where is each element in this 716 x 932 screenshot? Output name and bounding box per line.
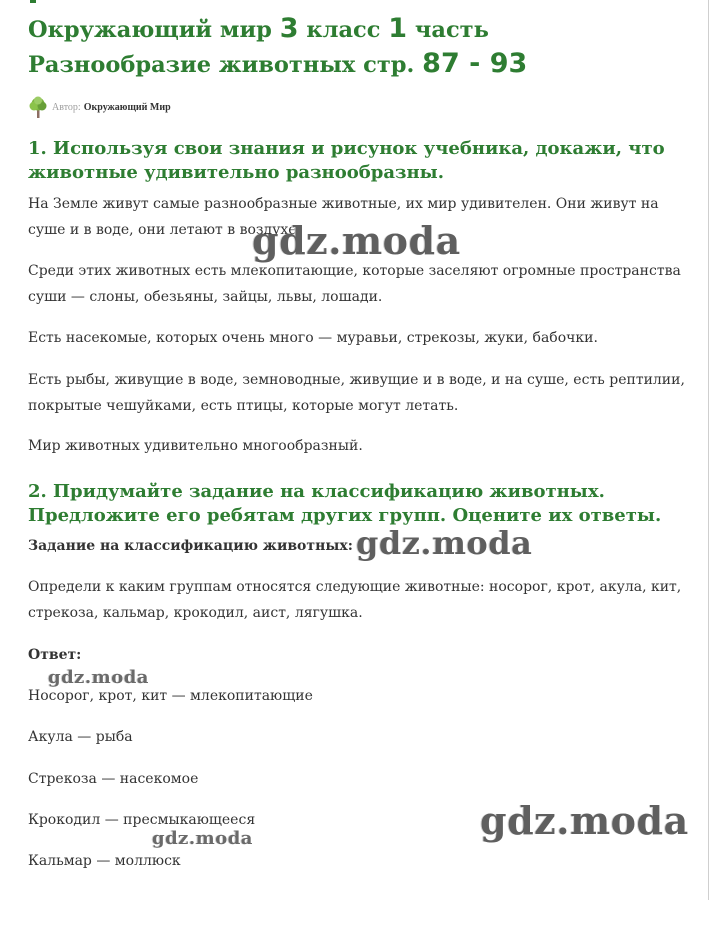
page-title xyxy=(28,12,678,82)
tree-icon xyxy=(28,96,48,118)
answer-item: Носорог, крот, кит — млекопитающие xyxy=(28,688,313,704)
author-name[interactable]: Окружающий Мир xyxy=(83,101,171,113)
section-1-paragraph: Есть рыбы, живущие в воде, земноводные, живущие и в воде, и на суше, есть рептилии, покрытые чешуйками, есть птицы, которые могут летать. xyxy=(28,372,685,414)
section-1-paragraph: На Земле живут самые разнообразные животные, их мир удивителен. Они живут на суше и в воде, они летают в воздухе. xyxy=(28,196,659,238)
author-label: Автор: xyxy=(52,101,81,113)
author-line xyxy=(28,96,171,118)
answer-label: Ответ: xyxy=(28,647,82,663)
title-part: часть Разнообразие животных стр. xyxy=(28,17,489,78)
answer-item: Крокодил — пресмыкающееся xyxy=(28,812,256,828)
title-grade-number: 3 xyxy=(279,13,299,44)
title-part: Окружающий мир xyxy=(28,17,280,43)
watermark: gdz.moda xyxy=(356,524,533,562)
watermark: gdz.moda xyxy=(48,667,149,688)
section-1-paragraph: Есть насекомые, которых очень много — муравьи, стрекозы, жуки, бабочки. xyxy=(28,330,598,346)
answer-item: Акула — рыба xyxy=(28,729,133,745)
section-1-paragraph: Мир животных удивительно многообразный. xyxy=(28,438,363,454)
section-2-heading: 2. Придумайте задание на классификацию животных. Предложите его ребятам других групп. Оцените их ответы. xyxy=(28,481,662,526)
watermark: gdz.moda xyxy=(152,828,253,849)
watermark: gdz.moda xyxy=(252,218,461,263)
task-label: Задание на классификацию животных: xyxy=(28,538,353,554)
answer-item: Стрекоза — насекомое xyxy=(28,771,199,787)
task-text: Определи к каким группам относятся следующие животные: носорог, крот, акула, кит, стрекоза, кальмар, крокодил, аист, лягушка. xyxy=(28,579,682,621)
watermark: gdz.moda xyxy=(480,798,689,843)
section-1-heading: 1. Используя свои знания и рисунок учебника, докажи, что животные удивительно разнообразны. xyxy=(28,138,665,183)
answer-item: Кальмар — моллюск xyxy=(28,853,181,869)
top-accent-bar xyxy=(30,0,36,3)
title-part-number: 1 xyxy=(388,13,408,44)
title-part: класс xyxy=(298,17,389,43)
sidebar-divider xyxy=(708,0,709,900)
title-pages: 87 - 93 xyxy=(422,48,528,79)
section-1-paragraph: Среди этих животных есть млекопитающие, которые заселяют огромные пространства суши — слоны, обезьяны, зайцы, львы, лошади. xyxy=(28,263,681,305)
